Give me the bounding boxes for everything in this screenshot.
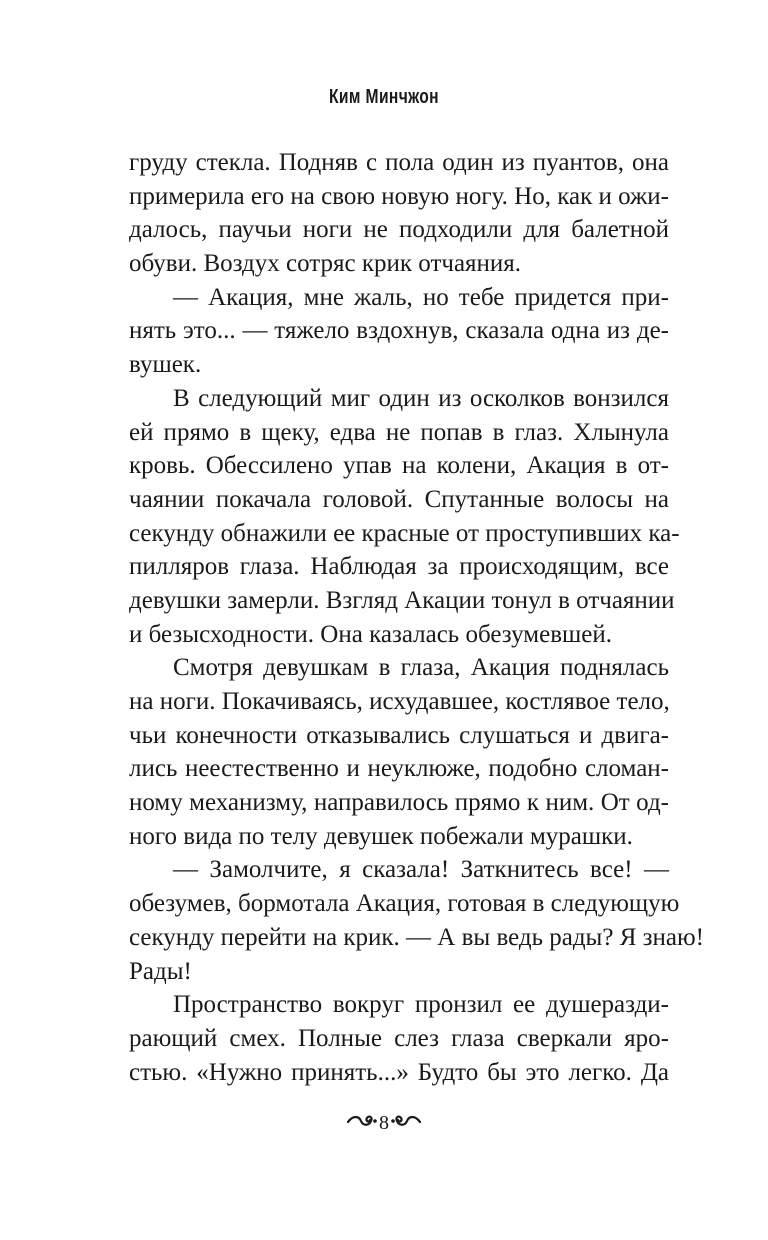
text-line: кровь. Обессилено упав на колени, Акация в от- [129,452,669,480]
text-line: — Замолчите, я сказала! Заткнитесь все! — [173,856,669,884]
page-number: 8 [379,1112,389,1135]
text-line: пилляров глаза. Наблюдая за происходящим, все [129,553,669,581]
text-line: на ноги. Покачиваясь, исхудавшее, костлявое тело, [129,688,670,715]
text-line: обуви. Воздух сотряс крик отчаяния. [129,250,522,278]
text-line: Смотря девушкам в глаза, Акация поднялась [173,654,669,682]
text-line: В следующий миг один из осколков вонзился [173,384,669,412]
body-text [129,146,704,1089]
text-line: Пространство вокруг пронзил ее душеразди- [173,991,669,1019]
text-line: нять это... — тяжело вздохнув, сказала одна из де- [129,317,669,345]
text-line: чаянии покачала головой. Спутанные волосы на [129,485,669,513]
text-line: секунду перейти на крик. — А вы ведь рады? Я знаю! [129,923,704,951]
scroll-ornament-icon [391,1111,421,1135]
text-line: и безысходности. Она казалась обезумевшей. [129,620,612,648]
scroll-ornament-icon [347,1111,377,1135]
text-line: вушек. [129,351,202,379]
text-line: ей прямо в щеку, едва не попав в глаз. Хлынула [129,418,669,446]
text-line: лись неестественно и неуклюже, подобно сломан- [129,755,669,783]
text-line: стью. «Нужно принять...» Будто бы это легко. Да [129,1058,669,1086]
text-line: далось, паучьи ноги не подходили для балетной [129,216,669,244]
text-line: рающий смех. Полные слез глаза сверкали яро- [129,1024,669,1052]
text-line: примерила его на свою новую ногу. Но, как и ожи- [129,182,669,210]
page-footer [0,1110,768,1135]
running-head: Ким Минчжон [329,86,439,108]
text-line: ного вида по телу девушек побежали мурашки. [129,822,633,850]
text-line: обезумев, бормотала Акация, готовая в следующую [129,890,680,918]
text-line: ному механизму, направилось прямо к ним. От од- [129,789,669,817]
text-line: девушки замерли. Взгляд Акации тонул в отчаянии [129,586,675,614]
text-line: Рады! [129,957,192,985]
text-line: чьи конечности отказывались слушаться и двига- [129,721,669,749]
text-line: секунду обнажили ее красные от проступивших ка- [129,519,680,547]
text-line: груду стекла. Подняв с пола один из пуантов, она [129,149,669,176]
text-line: — Акация, мне жаль, но тебе придется при- [173,283,669,311]
